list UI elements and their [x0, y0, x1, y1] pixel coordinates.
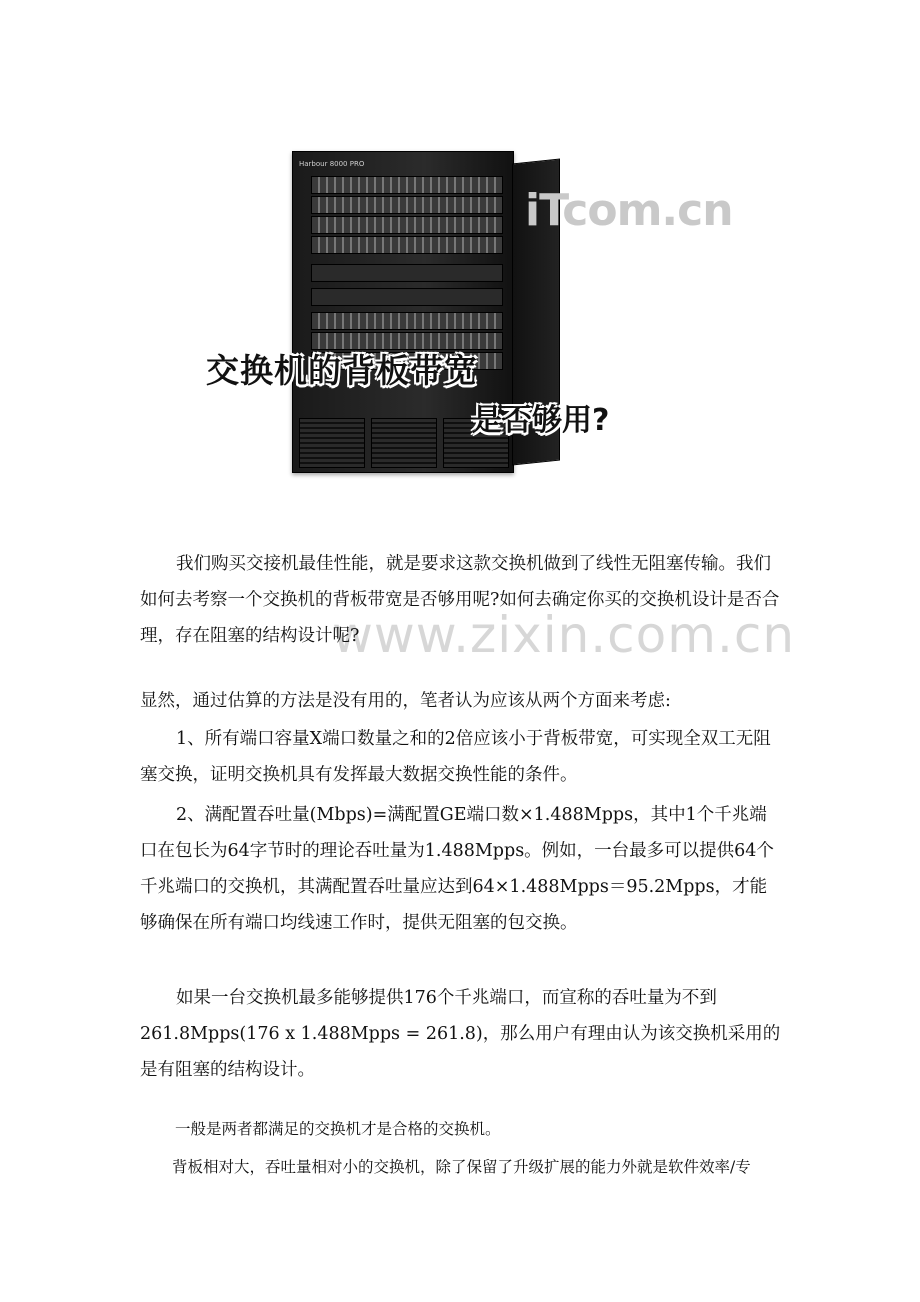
chassis-brand-label: Harbour 8000 PRO — [299, 160, 365, 168]
image-watermark: iTcom.cn — [525, 185, 733, 236]
port-slot — [311, 196, 503, 214]
hero-caption-line1: 交换机的背板带宽 — [206, 351, 478, 390]
port-slot — [311, 176, 503, 194]
paragraph-continued: 背板相对大，吞吐量相对小的交换机，除了保留了升级扩展的能力外就是软件效率/专 — [172, 1158, 751, 1176]
port-slot — [311, 312, 503, 330]
port-slot — [311, 236, 503, 254]
hero-caption-line2: 是否够用? — [472, 403, 610, 438]
paragraph-example: 如果一台交换机最多能够提供176个千兆端口，而宣称的吞吐量为不到261.8Mpps(176 x 1.488Mpps = 261.8)，那么用户有理由认为该交换机采用的是有阻塞的结构设计。 — [140, 988, 781, 1080]
switch-hero-image — [200, 145, 733, 490]
paragraph-point-2: 2、满配置吞吐量(Mbps)=满配置GE端口数×1.488Mpps，其中1个千兆端口在包长为64字节时的理论吞吐量为1.488Mpps。例如，一台最多可以提供64个千兆端口的交换机，其满配置吞吐量应达到64×1.488Mpps＝95.2Mpps，才能够确保在所有端口均线速工作时，提供无阻塞的包交换。 — [140, 805, 774, 933]
module-slot — [311, 264, 503, 282]
paragraph-conclusion: 一般是两者都满足的交换机才是合格的交换机。 — [175, 1120, 501, 1138]
paragraph-point-1: 1、所有端口容量X端口数量之和的2倍应该小于背板带宽，可实现全双工无阻塞交换，证明交换机具有发挥最大数据交换性能的条件。 — [140, 729, 771, 785]
fan-tray — [371, 418, 437, 468]
port-slot — [311, 216, 503, 234]
paragraph-approach: 显然，通过估算的方法是没有用的，笔者认为应该从两个方面来考虑: — [140, 691, 671, 711]
fan-tray — [299, 418, 365, 468]
paragraph-intro: 我们购买交接机最佳性能，就是要求这款交换机做到了线性无阻塞传输。我们如何去考察一个交换机的背板带宽是否够用呢?如何去确定你买的交换机设计是否合理，存在阻塞的结构设计呢? — [140, 554, 780, 646]
module-slot — [311, 288, 503, 306]
page-watermark: www.zixin.com.cn — [332, 606, 796, 664]
